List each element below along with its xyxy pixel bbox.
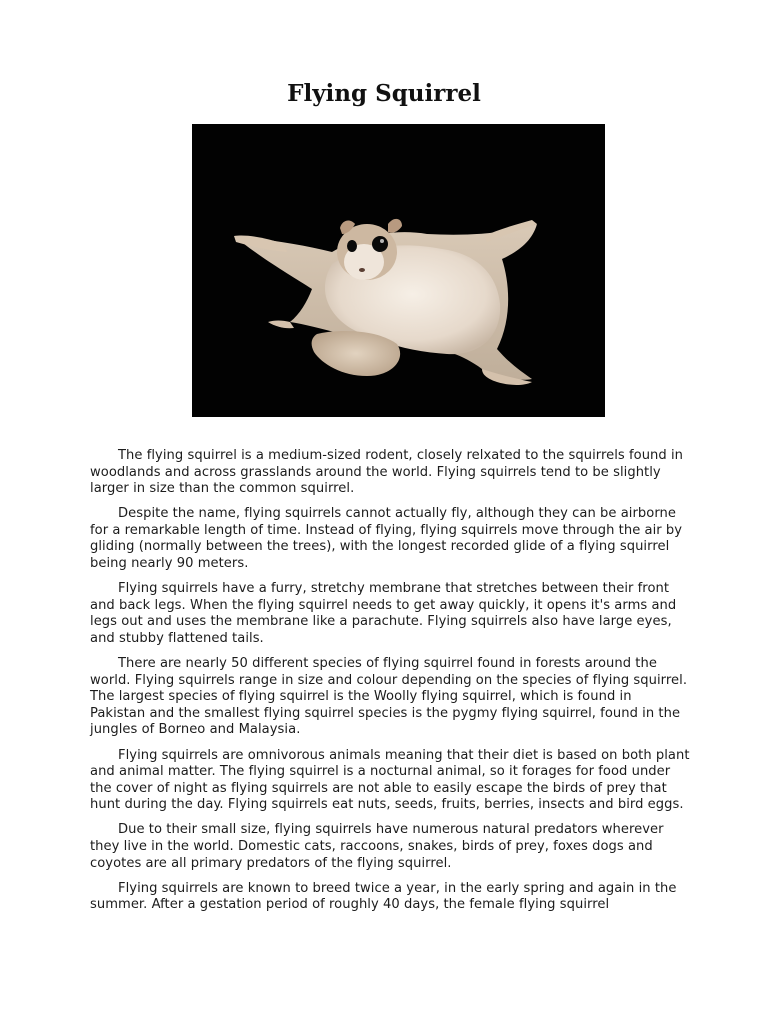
paragraph-3: Flying squirrels have a furry, stretchy membrane that stretches between their front and back legs. When the flying squirrel needs to get away quickly, it opens it's arms and legs out and uses the membrane like a parachute. Flying squirrels also have large eyes, and stubby flattened tails. [90,581,677,646]
paragraph-2: Despite the name, flying squirrels cannot actually fly, although they can be airborne for a remarkable length of time. Instead of flying, flying squirrels move through the air by gliding (normally between the trees), with the longest recorded glide of a flying squirrel being nearly 90 meters. [90,506,683,572]
document-title: Flying Squirrel [287,80,481,107]
squirrel-illustration [192,124,605,417]
article-body [90,448,690,922]
paragraph-7: Flying squirrels are known to breed twice a year, in the early spring and again in the summer. After a gestation period of roughly 40 days, the female flying squirrel [90,880,677,913]
paragraph-4: There are nearly 50 different species of flying squirrel found in forests around the world. Flying squirrels range in size and colour depending on the species of flying squirrel. The largest species of flying squirrel is the Woolly flying squirrel, which is found in Pakistan and the smallest flying squirrel species is the pygmy flying squirrel, found in the jungles of Borneo and Malaysia. [90,656,688,738]
paragraph-6: Due to their small size, flying squirrels have numerous natural predators wherever they live in the world. Domestic cats, raccoons, snakes, birds of prey, foxes dogs and coyotes are all primary predators of the flying squirrel. [90,822,664,871]
flying-squirrel-photo [192,124,605,417]
paragraph-5: Flying squirrels are omnivorous animals meaning that their diet is based on both plant and animal matter. The flying squirrel is a nocturnal animal, so it forages for food under the cover of night as flying squirrels are not able to easily escape the birds of prey that hunt during the day. Flying squirrels eat nuts, seeds, fruits, berries, insects and bird eggs. [90,747,690,813]
paragraph-1: The flying squirrel is a medium-sized rodent, closely relxated to the squirrels found in woodlands and across grasslands around the world. Flying squirrels tend to be slightly larger in size than the common squirrel. [90,448,684,497]
